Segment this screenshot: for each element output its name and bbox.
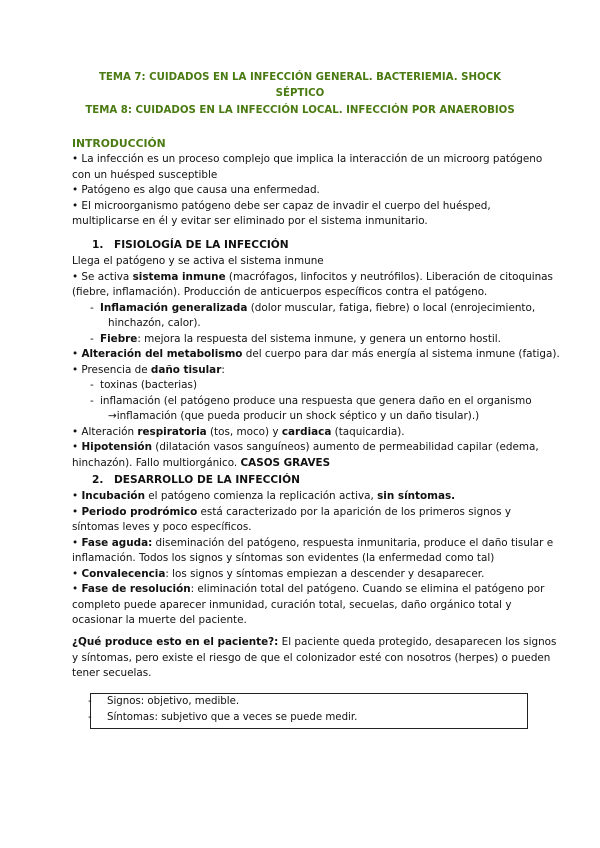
section-1-title: FISIOLOGÍA DE LA INFECCIÓN: [114, 239, 289, 251]
body-line: síntomas leves y poco específicos.: [72, 521, 252, 533]
body-line: ocasionar la muerte del paciente.: [72, 614, 247, 626]
body-line: inflamación. Todos los signos y síntomas son evidentes (la enfermedad como tal): [72, 552, 495, 564]
list-item: - toxinas (bacterias): [90, 379, 198, 391]
body-line: • Alteración del metabolismo del cuerpo para dar más energía al sistema inmune (fatiga).: [72, 348, 560, 360]
list-item-continuation: hinchazón, calor).: [108, 317, 201, 329]
body-line: ¿Qué produce esto en el paciente?: El paciente queda protegido, desaparecen los signos: [72, 636, 557, 648]
body-line: • Convalecencia: los signos y síntomas empiezan a descender y desaparecer.: [72, 567, 485, 580]
body-line: • Se activa sistema inmune (macrófagos, linfocitos y neutrófilos). Liberación de citoquinas: [72, 270, 553, 283]
body-line: (fiebre, inflamación). Producción de anticuerpos específicos contra el patógeno.: [72, 286, 488, 298]
body-line: tener secuelas.: [72, 667, 152, 679]
section-2-title: DESARROLLO DE LA INFECCIÓN: [114, 474, 300, 486]
section-1-body: [72, 254, 560, 471]
intro-line: con un huésped susceptible: [72, 168, 218, 181]
section-1-number: 1.: [92, 239, 104, 251]
signs-symptoms-box: [90, 693, 528, 729]
intro-section: [72, 152, 543, 230]
intro-line: • Patógeno es algo que causa una enfermedad.: [72, 184, 320, 196]
intro-line: multiplicarse en él y evitar ser eliminado por el sistema inmunitario.: [72, 215, 428, 227]
body-line: • Presencia de daño tisular:: [72, 363, 225, 376]
list-item: - Inflamación generalizada (dolor muscular, fatiga, fiebre) o local (enrojecimiento,: [90, 301, 536, 314]
section-1-heading: [92, 238, 552, 254]
section-2-heading: [92, 473, 552, 489]
body-line: hinchazón). Fallo multiorgánico. CASOS GRAVES: [72, 456, 331, 469]
patient-question: [72, 635, 557, 682]
body-line: completo puede aparecer inmunidad, curación total, secuelas, daño orgánico total y: [72, 598, 512, 611]
section-2-number: 2.: [92, 474, 104, 486]
body-line: y síntomas, pero existe el riesgo de que el colonizador esté con nosotros (herpes) o pueden: [72, 651, 551, 664]
body-line: • Incubación el patógeno comienza la replicación activa, sin síntomas.: [72, 490, 456, 502]
list-item: - inflamación (el patógeno produce una respuesta que genera daño en el organismo: [90, 394, 532, 407]
body-line: Llega el patógeno y se activa el sistema inmune: [72, 255, 324, 267]
box-row: - Síntomas: subjetivo que a veces se puede medir.: [88, 712, 358, 723]
title-tema-7-line1: TEMA 7: CUIDADOS EN LA INFECCIÓN GENERAL. BACTERIEMIA. SHOCK: [98, 72, 502, 83]
body-line: • Hipotensión (dilatación vasos sanguíneos) aumento de permeabilidad capilar (edema,: [72, 441, 539, 453]
body-line: • Fase aguda: diseminación del patógeno, respuesta inmunitaria, produce el daño tisular e: [72, 536, 554, 549]
title-tema-8: TEMA 8: CUIDADOS EN LA INFECCIÓN LOCAL. INFECCIÓN POR ANAEROBIOS: [85, 105, 515, 116]
body-line: • Periodo prodrómico está caracterizado por la aparición de los primeros signos y: [72, 505, 511, 518]
box-row: - Signos: objetivo, medible.: [88, 696, 240, 707]
section-2-body: [72, 489, 554, 629]
title-tema-7: [70, 70, 530, 101]
intro-heading: INTRODUCCIÓN: [72, 137, 166, 150]
list-item: - Fiebre: mejora la respuesta del sistema inmune, y genera un entorno hostil.: [90, 332, 501, 345]
list-item-continuation: →inflamación (que pueda producir un shock séptico y un daño tisular).): [108, 410, 480, 422]
title-tema-7-line2: SÉPTICO: [275, 87, 325, 99]
intro-line: • La infección es un proceso complejo que implica la interacción de un microorg patógeno: [72, 153, 543, 165]
intro-line: • El microorganismo patógeno debe ser capaz de invadir el cuerpo del huésped,: [72, 199, 491, 212]
body-line: • Fase de resolución: eliminación total del patógeno. Cuando se elimina el patógeno por: [72, 583, 545, 595]
body-line: • Alteración respiratoria (tos, moco) y cardiaca (taquicardia).: [72, 425, 405, 438]
